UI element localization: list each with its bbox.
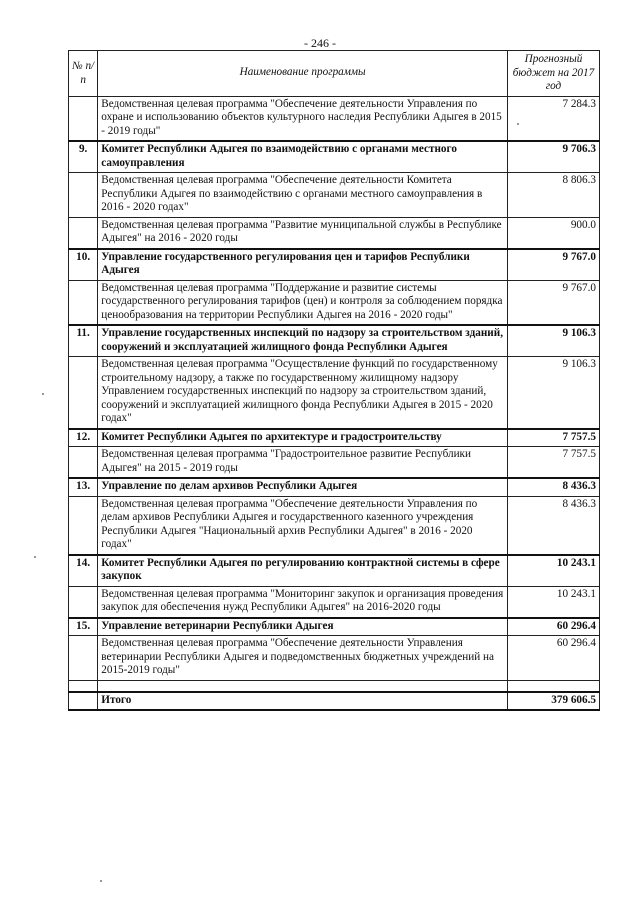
cell-num: 10. (69, 249, 98, 281)
cell-program-name: Ведомственная целевая программа "Поддержание и развитие системы государственного регулирования тарифов (цен) и контроля за соблюдением порядка ценообразования на территории Республики Адыгея на 2016 - 2020 годы" (98, 280, 508, 325)
cell-budget: 8 806.3 (508, 173, 600, 218)
table-row-program (69, 357, 600, 429)
table-row-program (69, 96, 600, 141)
table-row-program (69, 496, 600, 555)
table-row-department (69, 249, 600, 281)
cell-num (69, 496, 98, 555)
cell-num (69, 692, 98, 711)
cell-budget: 8 436.3 (508, 478, 600, 496)
table-row-department (69, 478, 600, 496)
cell-budget: 8 436.3 (508, 496, 600, 555)
cell-num (69, 96, 98, 141)
cell-num (69, 680, 98, 692)
cell-budget: 7 757.5 (508, 429, 600, 447)
cell-budget: 379 606.5 (508, 692, 600, 711)
scan-speck (517, 123, 519, 125)
cell-budget: 9 706.3 (508, 141, 600, 173)
budget-table (68, 50, 600, 711)
cell-program-name: Комитет Республики Адыгея по регулированию контрактной системы в сфере закупок (98, 555, 508, 587)
table-row-program (69, 173, 600, 218)
cell-program-name: Ведомственная целевая программа "Обеспечение деятельности Управления по охране и использованию объектов культурного наследия Республики Адыгея в 2015 - 2019 годы" (98, 96, 508, 141)
cell-num (69, 173, 98, 218)
table-row-program (69, 636, 600, 681)
cell-budget: 9 767.0 (508, 249, 600, 281)
table-row-department (69, 325, 600, 357)
table-row-program (69, 217, 600, 249)
cell-program-name (98, 680, 508, 692)
header-num: № п/п (69, 51, 98, 97)
cell-program-name: Ведомственная целевая программа "Обеспечение деятельности Управления ветеринарии Республики Адыгея и подведомственных бюджетных учреждений на 2015-2019 годы" (98, 636, 508, 681)
cell-num: 11. (69, 325, 98, 357)
cell-program-name: Ведомственная целевая программа "Осуществление функций по государственному строительному надзору, а также по государственному жилищному надзору Управлением государственных инспекций по надзору за строительством зданий, сооружений и эксплуатацией жилищного фонда Республики Адыгея в 2015 - 2020 годах" (98, 357, 508, 429)
scan-speck (42, 393, 44, 395)
cell-program-name: Управление государственных инспекций по надзору за строительством зданий, сооружений и эксплуатацией жилищного фонда Республики Адыгея (98, 325, 508, 357)
table-row-department (69, 429, 600, 447)
table-row-empty (69, 680, 600, 692)
header-program-name: Наименование программы (98, 51, 508, 97)
cell-num (69, 217, 98, 249)
table-row-department (69, 618, 600, 636)
cell-budget: 60 296.4 (508, 618, 600, 636)
cell-program-name: Ведомственная целевая программа "Развитие муниципальной службы в Республике Адыгея" на 2016 - 2020 годы (98, 217, 508, 249)
header-budget: Прогнозный бюджет на 2017 год (508, 51, 600, 97)
cell-program-name: Управление ветеринарии Республики Адыгея (98, 618, 508, 636)
cell-num: 9. (69, 141, 98, 173)
page-number: - 246 - (304, 36, 336, 50)
table-body (69, 96, 600, 710)
cell-num: 13. (69, 478, 98, 496)
cell-budget: 60 296.4 (508, 636, 600, 681)
cell-budget: 7 284.3 (508, 96, 600, 141)
cell-budget (508, 680, 600, 692)
cell-program-name: Управление государственного регулирования цен и тарифов Республики Адыгея (98, 249, 508, 281)
table-row-program (69, 586, 600, 618)
cell-program-name: Ведомственная целевая программа "Обеспечение деятельности Комитета Республики Адыгея по взаимодействию с органами местного самоуправления в 2016 - 2020 годах" (98, 173, 508, 218)
cell-program-name: Итого (98, 692, 508, 711)
cell-program-name: Ведомственная целевая программа "Обеспечение деятельности Управления по делам архивов Республики Адыгея и государственного казенного учреждения Республики Адыгея "Национальный архив Республики Адыгея" в 2016 - 2020 годах" (98, 496, 508, 555)
cell-budget: 10 243.1 (508, 586, 600, 618)
cell-program-name: Комитет Республики Адыгея по взаимодействию с органами местного самоуправления (98, 141, 508, 173)
cell-program-name: Управление по делам архивов Республики Адыгея (98, 478, 508, 496)
table-row-program (69, 280, 600, 325)
cell-num: 14. (69, 555, 98, 587)
table-row-department (69, 141, 600, 173)
cell-budget: 900.0 (508, 217, 600, 249)
cell-num (69, 280, 98, 325)
cell-program-name: Комитет Республики Адыгея по архитектуре и градостроительству (98, 429, 508, 447)
cell-budget: 9 106.3 (508, 325, 600, 357)
cell-num (69, 636, 98, 681)
cell-num (69, 586, 98, 618)
cell-budget: 10 243.1 (508, 555, 600, 587)
table-header-row (69, 51, 600, 97)
cell-num (69, 447, 98, 479)
table-row-department (69, 555, 600, 587)
cell-budget: 9 106.3 (508, 357, 600, 429)
cell-program-name: Ведомственная целевая программа "Мониторинг закупок и организация проведения закупок для обеспечения нужд Республики Адыгея" на 2016-2020 годы (98, 586, 508, 618)
cell-num: 12. (69, 429, 98, 447)
cell-budget: 9 767.0 (508, 280, 600, 325)
scan-speck (100, 880, 102, 882)
cell-num: 15. (69, 618, 98, 636)
scan-speck (34, 556, 36, 558)
table-row-program (69, 447, 600, 479)
cell-budget: 7 757.5 (508, 447, 600, 479)
cell-program-name: Ведомственная целевая программа "Градостроительное развитие Республики Адыгея" на 2015 - 2019 годы (98, 447, 508, 479)
cell-num (69, 357, 98, 429)
table-row-total (69, 692, 600, 711)
